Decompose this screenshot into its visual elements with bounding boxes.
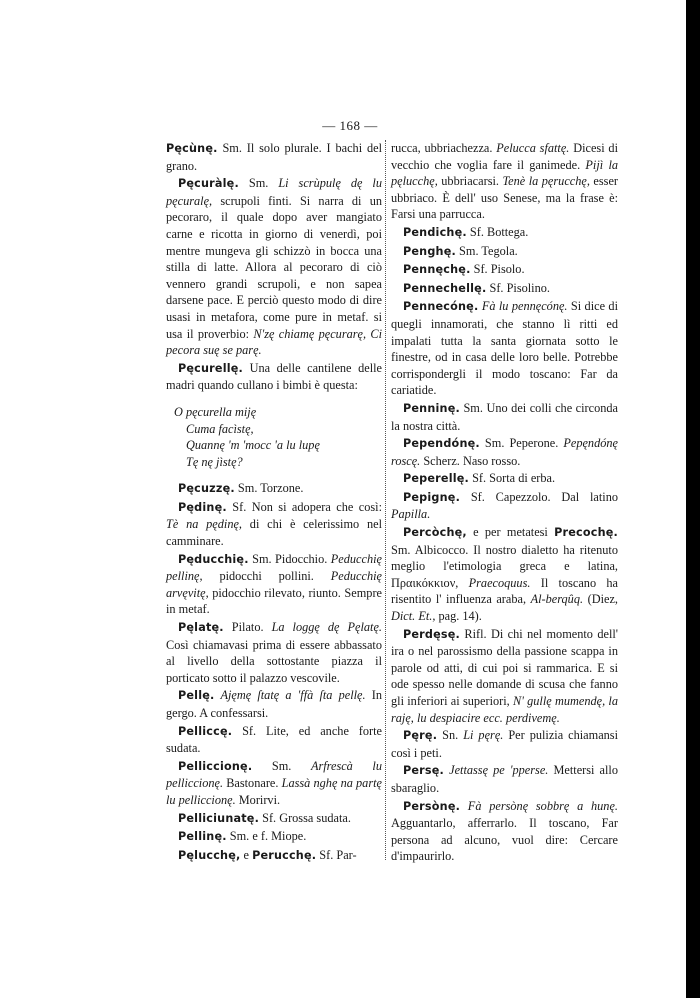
entry-pennine: Penninę. Sm. Uno dei colli che circonda la nostra città. — [391, 400, 618, 433]
entry-pelucche-continued: rucca, ubbriachezza. Pelucca sfattę. Dicesi di vecchio che voglia fare il ganimede. Pijì la pęlucchę, ubbriacarsi. Tenè la pęrucchę, esser ubbriaco. È dell' uso Senese, ma la frase è: Farsi una parrucca. — [391, 141, 619, 222]
entry-pelliciunate: Pelliciunatę. Sf. Grossa sudata. — [178, 810, 351, 825]
entry-pecune: Pęcùnę. Sm. Il solo plurale. I bachi del grano. — [166, 141, 382, 173]
column-divider — [385, 140, 386, 860]
right-column — [391, 140, 618, 866]
entry-pennecone: Pennecónę. Fà lu pennęcónę. Si dice di quegli innamorati, che stanno lì ritti ed impalati tutta la santa giornata sotto le finestre, od in casa delle loro belle. Potrebbe corrispondergli il modo toscano: Far da cariatide. — [391, 299, 618, 398]
entry-pecurelle: Pęcurellę. Una delle cantilene delle madri quando cullano i bimbi è questa: — [166, 360, 382, 393]
entry-pellicione: Pelliccionę. Sm. Arfrescà lu pelliccionę. Bastonare. Lassà nghę na partę lu pelliccionę. Morirvi. — [166, 758, 382, 807]
entry-pere: Pęrę. Sn. Li pęrę. Per pulizia chiamansi così i peti. — [391, 728, 619, 760]
entry-pennechelle: Pennechellę. Sf. Pisolino. — [403, 280, 550, 295]
entry-peducchie: Pęducchię. Sm. Pidocchio. Peducchię pellinę, pidocchi pollini. Peducchię arvęvitę, pidocchio rilevato, riunto. Sempre in metaf. — [166, 551, 382, 617]
entry-percoche: Percòchę, e per metatesi Precochę. Sm. Albicocco. Il nostro dialetto ha ritenuto meglio l'etimologia greca e latina, Πραικόκκιον, Praecoquus. Il toscano ha risentito l' influenza araba, Al-berqûq. (Diez, Dict. Et., pag. 14). — [391, 525, 619, 624]
entry-pependone: Pependónę. Sm. Peperone. Pepęndónę roscę. Scherz. Naso rosso. — [391, 436, 618, 468]
entry-pepigne: Pepignę. Sf. Capezzolo. Dal latino Papilla. — [391, 489, 618, 522]
page-number: — 168 — — [322, 118, 378, 133]
entry-pedine: Pędinę. Sf. Non si adopera che così: Tè na pędinę, di chi è celerissimo nel camminare. — [166, 499, 382, 549]
entry-peperelle: Peperellę. Sf. Sorta di erba. — [403, 471, 556, 486]
entry-pendiche: Pendichę. Sf. Bottega. — [403, 224, 529, 239]
entry-perdese: Perdęsę. Rifl. Di chi nel momento dell' ira o nel parossismo della passione scappa in parole od atti, di cui poi si rammarica. E si ode spesso nelle domande di scusa che fanno gli inferiori ai superiori, N' gullę mumendę, la raję, lu despiacire ecc. perdivemę. — [391, 626, 619, 725]
verse-lullaby: O pęcurella miję Cuma facìstę, Quannę 'm 'mocc 'a lu lupę Tę nę jìstę? — [174, 404, 320, 469]
page-edge-shadow — [686, 0, 700, 998]
entry-pelline: Pellinę. Sm. e f. Miope. — [178, 829, 307, 844]
entry-pecurale: Pęcuràlę. Sm. Li scrùpulę dę lu pęcuralę, scrupoli finti. Si narra di un pecoraro, il quale dopo aver mangiato carne e ricotta in giorno di venerdì, poi mentre mungeva gli schizzò in bocca una stilla di latte. Allora al pecoraro di ciò vennero grandi scrupoli, e non sapea darsene pace. E perciò questo modo di dire usasi in metafora, come pure in metaf. si usa il proverbio: N'zę chiamę pęcurarę, Ci pecora suę se parę. — [166, 176, 382, 358]
entry-pellicce: Pelliccę. Sf. Lite, ed anche forte sudata. — [166, 723, 382, 756]
entry-persone: Persònę. Fà persònę sobbrę a hunę. Agguantarlo, afferrarlo. Il toscano, Far persona ad alcuno, vuol dire: Cercare d'impaurirlo. — [391, 798, 618, 864]
entry-pecuzze: Pęcuzzę. Sm. Torzone. — [178, 481, 304, 496]
left-column — [166, 140, 382, 865]
entry-pelle: Pellę. Ajęmę ſtatę a 'ffà ſta pellę. In gergo. A confessarsi. — [166, 688, 382, 720]
entry-perse: Persę. Jettassę pe 'pperse. Mettersi allo sbaraglio. — [391, 763, 618, 795]
entry-penghe: Penghę. Sm. Tegola. — [403, 243, 518, 258]
entry-pelucche: Pęlucchę, e Perucchę. Sf. Par- — [178, 847, 357, 862]
entry-penneche: Pennęchę. Sf. Pisolo. — [403, 262, 525, 277]
entry-pelate: Pęlatę. Pilato. La loggę dę Pęlatę. Così chiamavasi prima di essere abbassato al livello della sottostante piazza il porticato sotto il palazzo vescovile. — [166, 620, 382, 685]
